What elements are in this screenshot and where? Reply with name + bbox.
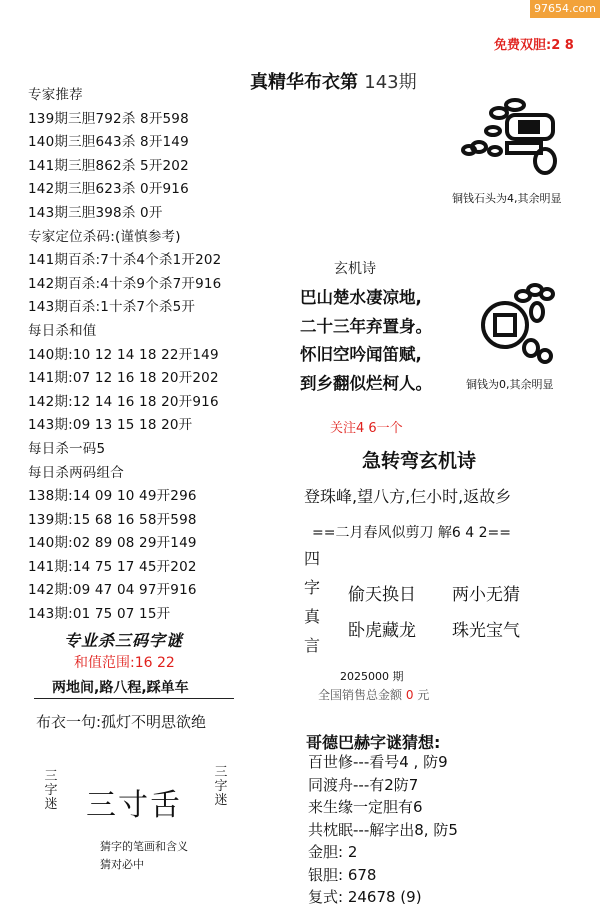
hint-text-1: 猜字的笔画和含义 bbox=[100, 840, 188, 853]
list-item: 银胆: 678 bbox=[308, 865, 377, 884]
side-label-right: 三字迷 bbox=[214, 765, 228, 808]
label-char: 字 bbox=[304, 578, 321, 597]
list-item: 142期:12 14 16 18 20开916 bbox=[28, 393, 219, 410]
sales-label: 全国销售总金额 bbox=[318, 688, 403, 702]
list-item: 141期:14 75 17 45开202 bbox=[28, 558, 197, 575]
list-item: 140期:02 89 08 29开149 bbox=[28, 535, 197, 552]
side-label-left: 三字迷 bbox=[44, 769, 58, 812]
list-item: 专家定位杀码:(谨慎参考) bbox=[28, 228, 181, 245]
stone-icon bbox=[539, 350, 551, 362]
sharp-turn-line: 登珠峰,望八方,仨小时,返故乡 bbox=[304, 487, 512, 506]
ring-icon bbox=[535, 149, 555, 173]
sharp-turn-verse: ==二月春风似剪刀 解6 4 2== bbox=[312, 525, 511, 541]
list-item: 同渡舟---有2防7 bbox=[308, 775, 419, 794]
hint-text-2: 猜对必中 bbox=[100, 858, 144, 871]
stone-icon bbox=[463, 146, 475, 154]
stone-icon bbox=[531, 303, 543, 321]
poem-line: 巴山楚水凄凉地, bbox=[300, 288, 422, 307]
list-item: 140期:10 12 14 18 22开149 bbox=[28, 346, 219, 363]
sharp-turn-heading: 急转弯玄机诗 bbox=[362, 450, 477, 472]
four-words-1a: 偷天换日 bbox=[348, 585, 416, 605]
poem-line: 怀旧空吟闻笛赋, bbox=[300, 345, 422, 364]
site-logo: 97654.com bbox=[530, 0, 600, 18]
stone-icon bbox=[506, 100, 524, 110]
stone-icon bbox=[541, 289, 553, 299]
list-item: 141期:07 12 16 18 20开202 bbox=[28, 370, 219, 387]
four-words-label bbox=[304, 544, 324, 660]
goethe-list bbox=[308, 751, 458, 909]
sales-line bbox=[318, 686, 429, 703]
coin-stone-figure-2 bbox=[475, 280, 565, 370]
stone-icon bbox=[524, 340, 538, 356]
expert-list bbox=[28, 84, 221, 627]
saying-text: 布衣一句:孤灯不明思欲绝 bbox=[36, 713, 207, 731]
label-char: 言 bbox=[304, 636, 321, 655]
list-item: 143期:09 13 15 18 20开 bbox=[28, 417, 193, 434]
figure-caption-1: 铜钱石头为4,其余明显 bbox=[452, 192, 562, 205]
coin-hole-icon bbox=[520, 122, 538, 132]
riddle-heading: 专业杀三码字谜 bbox=[64, 631, 184, 650]
list-item: 142期三胆623杀 0开916 bbox=[28, 181, 189, 198]
goethe-heading: 哥德巴赫字谜猜想: bbox=[306, 733, 441, 752]
list-item: 来生缘一定胆有6 bbox=[308, 798, 423, 816]
list-item: 金胆: 2 bbox=[308, 843, 358, 861]
list-item: 142期百杀:4十杀9个杀7开916 bbox=[28, 275, 222, 292]
sum-range: 和值范围:16 22 bbox=[74, 655, 175, 671]
poem-line: 二十三年弃置身。 bbox=[300, 316, 432, 336]
list-item: 每日杀一码5 bbox=[28, 440, 106, 457]
poem-line: 到乡翻似烂柯人。 bbox=[300, 373, 432, 393]
list-item: 每日杀两码组合 bbox=[28, 464, 124, 481]
list-item: 143期三胆398杀 0开 bbox=[28, 204, 163, 221]
sales-unit: 元 bbox=[417, 688, 430, 702]
figure-caption-2: 铜钱为0,其余明显 bbox=[466, 378, 554, 391]
title-main: 真精华布衣第 bbox=[250, 72, 358, 93]
list-item: 138期:14 09 10 49开296 bbox=[28, 488, 197, 505]
stone-icon bbox=[489, 147, 501, 155]
list-item: 141期百杀:7十杀4个杀1开202 bbox=[28, 252, 222, 269]
title-issue: 143期 bbox=[364, 72, 417, 93]
sales-issue: 2025000 期 bbox=[340, 670, 404, 683]
poem-heading: 玄机诗 bbox=[334, 261, 376, 277]
four-words-2b: 珠光宝气 bbox=[452, 621, 520, 641]
list-item: 142期:09 47 04 97开916 bbox=[28, 582, 197, 599]
list-item: 139期:15 68 16 58开598 bbox=[28, 511, 197, 528]
four-words-2a: 卧虎藏龙 bbox=[348, 621, 416, 641]
divider bbox=[34, 698, 234, 699]
free-double-text: 免费双胆:2 8 bbox=[494, 38, 574, 53]
list-item: 百世修---看号4 , 防9 bbox=[308, 753, 448, 771]
list-item: 143期百杀:1十杀7个杀5开 bbox=[28, 299, 196, 316]
list-item: 140期三胆643杀 8开149 bbox=[28, 134, 189, 151]
riddle-answer: 三寸舌 bbox=[86, 788, 182, 823]
stone-icon bbox=[491, 108, 507, 118]
list-item: 143期:01 75 07 15开 bbox=[28, 606, 171, 623]
list-item: 共枕眠---解字出8, 防5 bbox=[308, 820, 458, 839]
list-item: 复式: 24678 (9) bbox=[308, 888, 422, 906]
four-words-1b: 两小无猜 bbox=[452, 585, 520, 605]
coin-stone-figure-1 bbox=[455, 95, 565, 180]
poem-focus: 关注4 6一个 bbox=[330, 421, 403, 436]
bar-shape bbox=[507, 143, 541, 153]
page-title bbox=[250, 68, 417, 94]
stone-icon bbox=[486, 127, 500, 135]
coin-hole-icon bbox=[495, 315, 515, 335]
list-item: 141期三胆862杀 5开202 bbox=[28, 157, 189, 174]
sales-amount: 0 bbox=[405, 688, 414, 702]
list-item: 每日杀和值 bbox=[28, 322, 97, 339]
label-char: 四 bbox=[304, 549, 321, 568]
coin-icon bbox=[483, 303, 527, 347]
list-item: 专家推荐 bbox=[28, 87, 83, 103]
riddle-text: 两地间,路八程,踩单车 bbox=[52, 680, 189, 696]
list-item: 139期三胆792杀 8开598 bbox=[28, 110, 189, 127]
poem-body bbox=[300, 284, 432, 398]
label-char: 真 bbox=[304, 607, 321, 626]
